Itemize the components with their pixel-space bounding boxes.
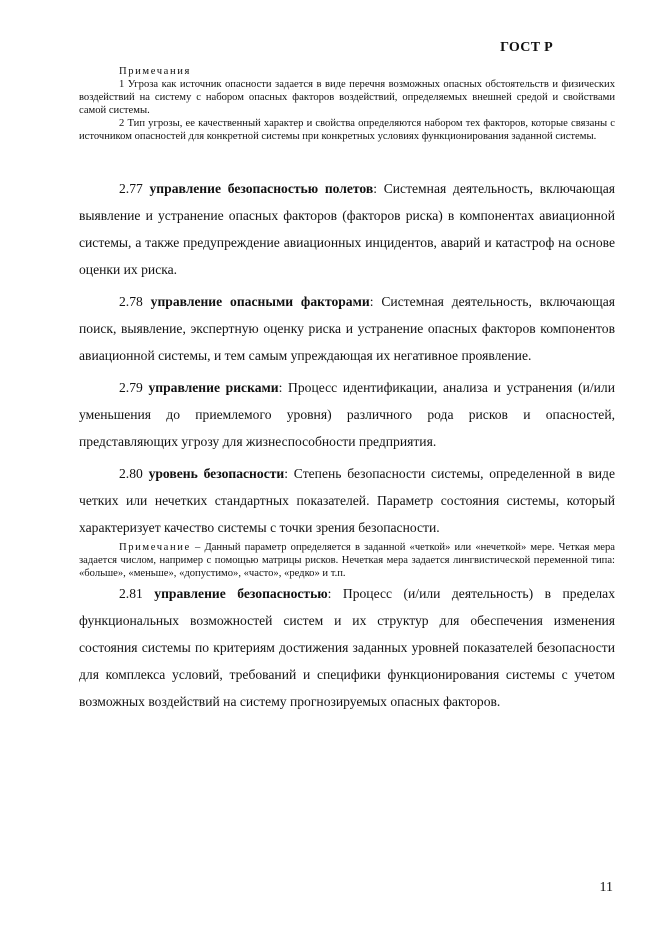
term-number: 2.78	[119, 294, 143, 309]
note-item: 2 Тип угрозы, ее качественный характер и свойства определяются набором тех факторов, которые связаны с источником опасностей для конкретной системы при конкретных условиях функционирования заданной системы.	[79, 118, 615, 142]
term-entry-2-81	[79, 580, 615, 715]
term-entry-2-78	[79, 288, 615, 369]
term-definition: : Системная деятельность, включающая поиск, выявление, экспертную оценку риска и устранение опасных факторов компонентов авиационной системы, и тем самым упреждающая их негативное проявление.	[79, 294, 615, 363]
term-name: уровень безопасности	[148, 466, 285, 481]
term-number: 2.77	[119, 181, 143, 196]
standard-header: ГОСТ Р	[500, 40, 553, 55]
term-name: управление рисками	[148, 380, 279, 395]
term-definition: : Процесс идентификации, анализа и устранения (и/или уменьшения до приемлемого уровня) различного рода рисков и опасностей, представляющих угрозу для жизнеспособности предприятия.	[79, 380, 615, 449]
note-item: 1 Угроза как источник опасности задается в виде перечня возможных опасных обстоятельств и физических воздействий на систему с набором опасных факторов воздействий, определяемых внешней средой и свойствами самой системы.	[79, 79, 615, 116]
term-note-label: Примечание	[119, 542, 191, 553]
term-note	[79, 541, 615, 580]
term-name: управление безопасностью полетов	[149, 181, 374, 196]
term-number: 2.80	[119, 466, 143, 481]
term-number: 2.79	[119, 380, 143, 395]
term-entry-2-79	[79, 374, 615, 455]
page-number: 11	[599, 880, 613, 895]
term-definition: : Системная деятельность, включающая выявление и устранение опасных факторов (факторов риска) в компонентах авиационной системы, а также предупреждение авиационных инцидентов, аварий и катастроф на основе оценки их риска.	[79, 181, 615, 277]
term-definition: : Степень безопасности системы, определенной в виде четких или нечетких стандартных показателей. Параметр состояния системы, который характеризует качество системы с точки зрения безопасности.	[79, 466, 615, 535]
term-name: управление безопасностью	[154, 586, 328, 601]
term-name: управление опасными факторами	[150, 294, 370, 309]
notes-block	[79, 65, 615, 143]
term-number: 2.81	[119, 586, 143, 601]
term-entry-2-80	[79, 460, 615, 541]
term-definition: : Процесс (и/или деятельность) в пределах функциональных возможностей систем и их структур для обеспечения изменения состояния системы по критериям достижения заданных уровней показателей безопасности для комплекса условий, требований и специфики функционирования системы с учетом возможных воздействий на систему прогнозируемых опасных факторов.	[79, 586, 615, 709]
term-entry-2-77	[79, 175, 615, 283]
terms-list	[79, 175, 615, 715]
notes-title: Примечания	[119, 66, 191, 77]
term-note-text: – Данный параметр определяется в заданной «четкой» или «нечеткой» мере. Четкая мера задается числом, например с помощью матрицы рисков. Нечеткая мера задается лингвистической переменной типа: «больше», «меньше», «допустимо», «часто», «редко» и т.п.	[79, 542, 615, 579]
